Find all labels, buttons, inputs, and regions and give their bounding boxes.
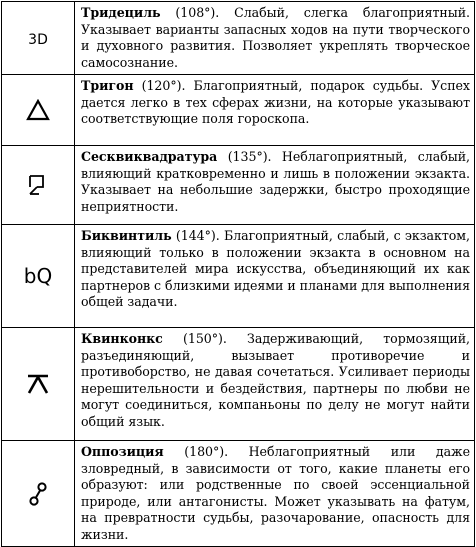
symbol-cell (2, 328, 75, 441)
symbol-cell (2, 225, 75, 328)
description-cell (75, 75, 475, 146)
aspect-row-sesquiquadrate (2, 146, 475, 225)
description-cell (75, 441, 475, 547)
aspect-name: Квинконкс (81, 331, 163, 346)
symbol-cell (2, 441, 75, 547)
quincunx-icon (25, 373, 51, 395)
description-cell (75, 146, 475, 225)
aspect-row-trine (2, 75, 475, 146)
opposition-icon (27, 481, 49, 507)
aspect-row-quincunx (2, 328, 475, 441)
aspect-name: Тридециль (81, 5, 161, 20)
description-cell (75, 328, 475, 441)
aspect-description: (150°). Задерживающий, тормозящий, разъединяющий, вызывает противоречие и противоборство, не давая сочетаться. Усиливает периоды нерешительности и бездействия, партнеры по любви не могут соединиться, компаньоны по делу не могут найти общий язык. (81, 331, 470, 429)
aspect-name: Биквинтиль (81, 228, 172, 243)
aspects-table (1, 1, 475, 547)
trine-triangle-icon (26, 99, 50, 121)
aspect-description: (135°). Неблагоприятный, слабый, влияющий кратковременно и лишь в положении экзакта. Указывает на небольшие задержки, быстро проходящие неприятности. (81, 149, 470, 214)
aspect-name: Сесквиквадратура (81, 149, 218, 164)
aspect-row-tridecile (2, 2, 475, 75)
aspect-description: (180°). Неблагоприятный или даже зловредный, в зависимости от того, какие планеты его образуют: или родственные по своей эссенциальной природе, или антагонисты. Может указывать на фатум, на превратности судьбы, разочарование, опасность для жизни. (81, 444, 470, 542)
aspect-name: Оппозиция (81, 444, 164, 459)
biquintile-symbol: bQ (23, 264, 53, 288)
description-cell (75, 2, 475, 75)
description-cell (75, 225, 475, 328)
aspect-description: (108°). Слабый, слегка благоприятный. Указывает варианты запасных ходов на пути творческого и духовного развития. Позволяет укреплять творческое самосознание. (81, 5, 470, 70)
tridecile-symbol: 3D (28, 31, 48, 48)
sesquiquadrate-icon (27, 173, 49, 197)
symbol-cell (2, 146, 75, 225)
aspect-description: (144°). Благоприятный, слабый, с экзактом, влияющий только в положении экзакта в основном на представителей мира искусства, объединяющий их как партнеров с близкими идеями и планами для выполнения общей задачи. (81, 228, 470, 309)
aspect-row-opposition (2, 441, 475, 547)
aspect-row-biquintile (2, 225, 475, 328)
aspect-description: (120°). Благоприятный, подарок судьбы. Успех дается легко в тех сферах жизни, на которые указывают соответствующие поля гороскопа. (81, 78, 470, 126)
symbol-cell (2, 2, 75, 75)
aspect-name: Тригон (81, 78, 134, 93)
symbol-cell (2, 75, 75, 146)
